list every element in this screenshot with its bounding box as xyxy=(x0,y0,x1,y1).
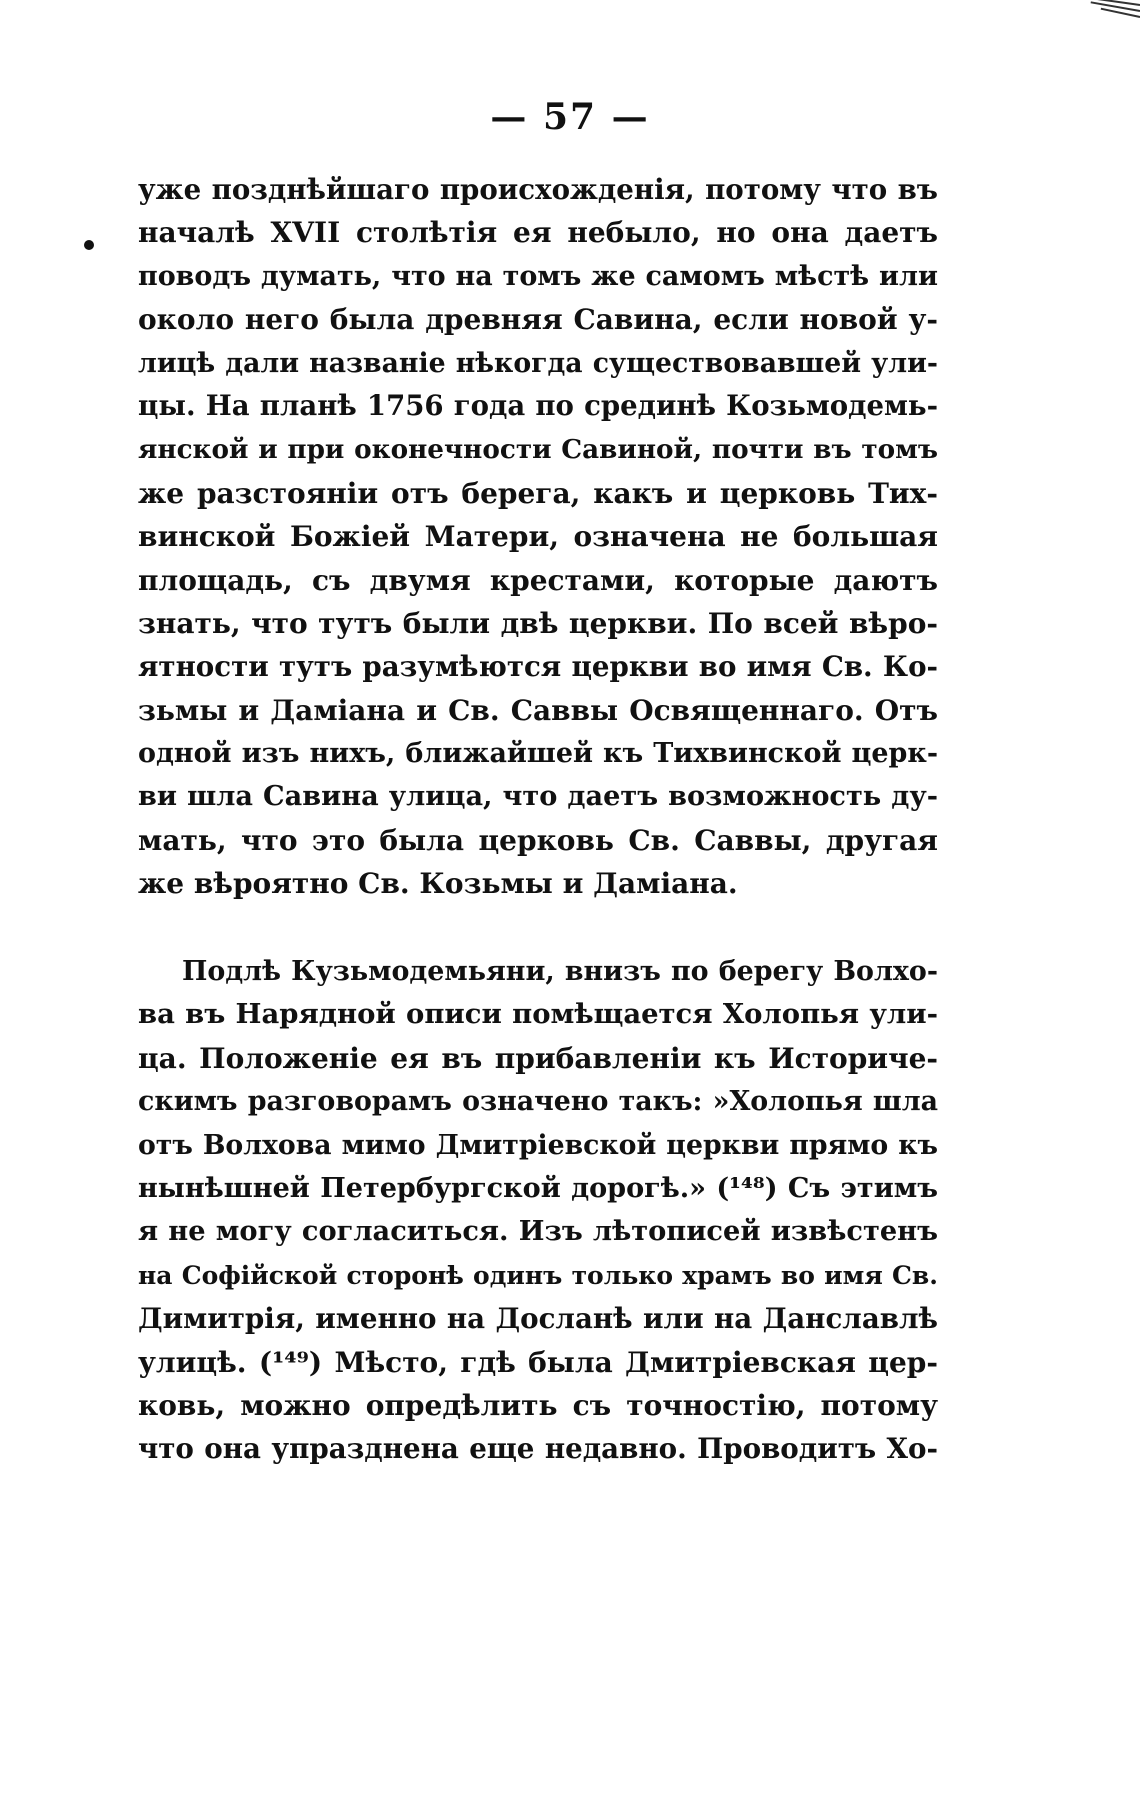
text-line: я не могу согласиться. Изъ лѣтописей извѣстенъ xyxy=(138,1215,938,1248)
text-line: что она упразднена еще недавно. Проводитъ Хо- xyxy=(138,1432,938,1466)
text-line: скимъ разговорамъ означено такъ: »Холопья шла xyxy=(138,1086,938,1118)
text-line: Подлѣ Кузьмодемьяни, внизъ по берегу Волхо- xyxy=(182,956,938,987)
text-line: же вѣроятно Св. Козьмы и Даміана. xyxy=(138,867,738,901)
text-line: винской Божіей Матери, означена не большая xyxy=(138,520,938,554)
text-line: ковь, можно опредѣлить съ точностію, потому xyxy=(138,1388,938,1422)
text-line: мать, что это была церковь Св. Саввы, другая xyxy=(138,823,938,857)
text-line: ва въ Нарядной описи помѣщается Холопья ули- xyxy=(138,998,938,1031)
text-line: уже позднѣйшаго происхожденія, потому что въ xyxy=(138,173,938,206)
text-line: площадь, съ двумя крестами, которые даютъ xyxy=(138,563,938,597)
text-line: Димитрія, именно на Досланѣ или на Данславлѣ xyxy=(138,1302,938,1336)
text-line: около него была древняя Савина, если новой у- xyxy=(138,303,938,337)
text-line: ца. Положеніе ея въ прибавленіи къ Историче- xyxy=(138,1041,938,1075)
text-line: на Софійской сторонѣ одинъ только храмъ во имя Св. xyxy=(138,1260,938,1290)
paragraph-1 xyxy=(138,168,938,906)
text-line: началѣ XVII столѣтія ея небыло, но она даетъ xyxy=(138,216,938,250)
text-line: поводъ думать, что на томъ же самомъ мѣстѣ или xyxy=(138,260,938,292)
text-line: ятности тутъ разумѣются церкви во имя Св. Ко- xyxy=(138,650,938,684)
scan-edge-marks xyxy=(1070,0,1140,22)
text-line: знать, что тутъ были двѣ церкви. По всей вѣро- xyxy=(138,606,938,640)
page-number: — 57 — xyxy=(490,96,650,138)
text-line: цы. На планѣ 1756 года по срединѣ Козьмодемь- xyxy=(138,389,938,422)
text-line: зьмы и Даміана и Св. Саввы Освященнаго. Отъ xyxy=(138,693,938,727)
text-line: ви шла Савина улица, что даетъ возможность ду- xyxy=(138,781,938,813)
text-line: лицѣ дали названіе нѣкогда существовавшей ули- xyxy=(138,347,938,379)
text-line: янской и при оконечности Савиной, почти въ томъ xyxy=(138,434,938,466)
paragraph-2 xyxy=(138,950,938,1471)
text-line: же разстояніи отъ берега, какъ и церковь Тих- xyxy=(138,476,938,510)
scan-dot xyxy=(84,240,94,250)
text-line: отъ Волхова мимо Дмитріевской церкви прямо къ xyxy=(138,1129,938,1161)
text-line: одной изъ нихъ, ближайшей къ Тихвинской церк- xyxy=(138,738,938,770)
text-line: улицѣ. (¹⁴⁹) Мѣсто, гдѣ была Дмитріевская цер- xyxy=(138,1345,938,1379)
text-line: нынѣшней Петербургской дорогѣ.» (¹⁴⁸) Съ этимъ xyxy=(138,1172,938,1204)
